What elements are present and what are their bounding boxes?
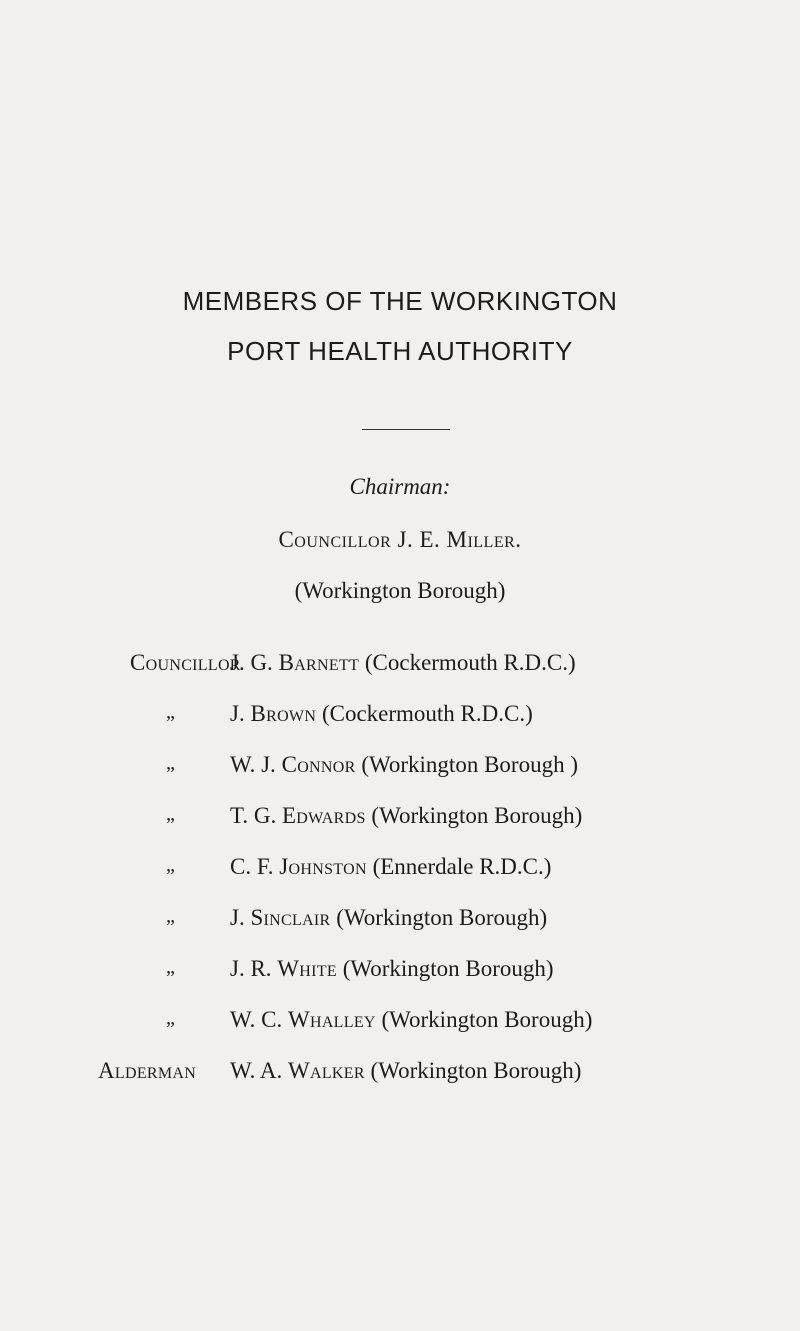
- member-row: [0, 650, 800, 686]
- ditto-mark: „: [166, 905, 175, 927]
- member-name: T. G. Edwards (Workington Borough): [230, 803, 583, 828]
- chairman-name: Councillor J. E. Miller.: [278, 527, 522, 552]
- divider-rule: [362, 429, 450, 430]
- member-row: [0, 1007, 800, 1043]
- member-row: [0, 701, 800, 737]
- ditto-mark: „: [166, 752, 175, 774]
- member-row: [0, 905, 800, 941]
- member-title: Councillor: [130, 650, 241, 675]
- member-name: J. Sinclair (Workington Borough): [230, 905, 548, 930]
- member-row: [0, 956, 800, 992]
- member-name: C. F. Johnston (Ennerdale R.D.C.): [230, 854, 552, 879]
- member-name: W. J. Connor (Workington Borough ): [230, 752, 578, 777]
- member-row: [0, 1058, 800, 1094]
- member-row: [0, 854, 800, 890]
- page-title-line-1: MEMBERS OF THE WORKINGTON: [182, 286, 618, 316]
- member-name: J. R. White (Workington Borough): [230, 956, 554, 981]
- ditto-mark: „: [166, 1007, 175, 1029]
- member-row: [0, 752, 800, 788]
- ditto-mark: „: [166, 956, 175, 978]
- ditto-mark: „: [166, 701, 175, 723]
- ditto-mark: „: [166, 803, 175, 825]
- member-name: W. C. Whalley (Workington Borough): [230, 1007, 593, 1032]
- member-row: [0, 803, 800, 839]
- page-title-line-2: PORT HEALTH AUTHORITY: [227, 336, 573, 366]
- member-name: J. Brown (Cockermouth R.D.C.): [230, 701, 533, 726]
- member-name: W. A. Walker (Workington Borough): [230, 1058, 582, 1083]
- chairman-label: Chairman:: [349, 474, 451, 499]
- member-name: J. G. Barnett (Cockermouth R.D.C.): [230, 650, 576, 675]
- chairman-area: (Workington Borough): [294, 578, 506, 603]
- member-title: Alderman: [98, 1058, 197, 1083]
- ditto-mark: „: [166, 854, 175, 876]
